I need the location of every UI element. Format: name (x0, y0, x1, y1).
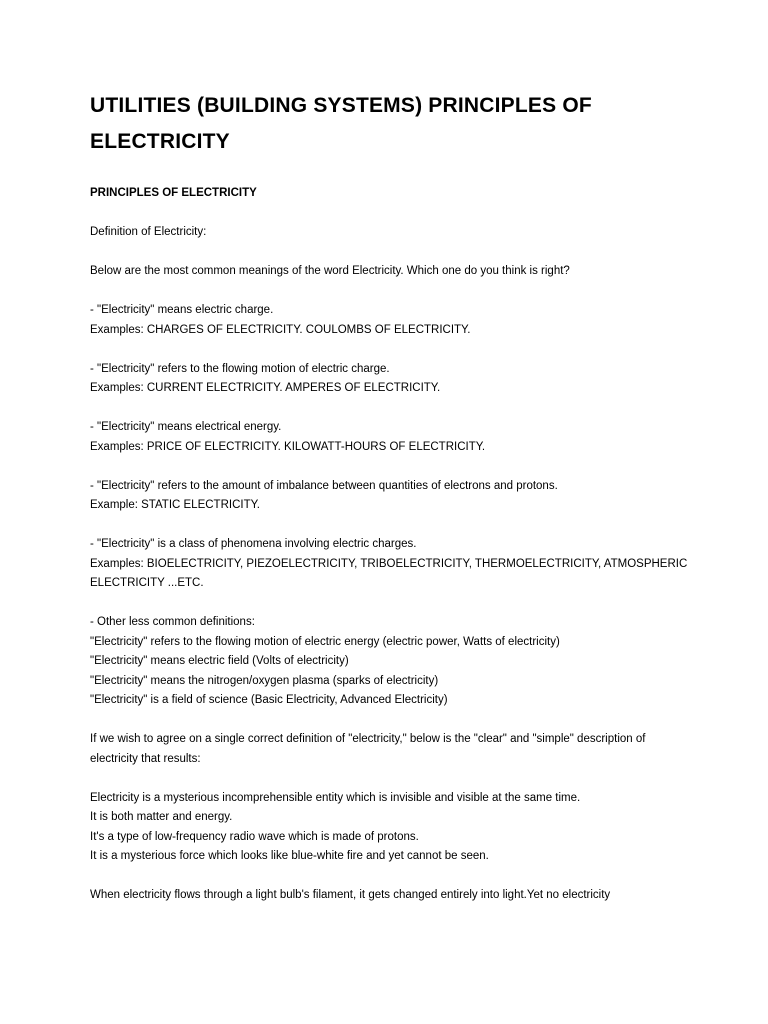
agree-text: If we wish to agree on a single correct definition of "electricity," below is the "clear" and "simple" description of electricity that results: (90, 733, 646, 765)
meaning-text: - "Electricity" is a class of phenomena involving electric charges. (90, 538, 417, 550)
other-definition-item: "Electricity" is a field of science (Basic Electricity, Advanced Electricity) (90, 694, 448, 706)
intro-paragraph (90, 262, 690, 282)
document-subtitle: PRINCIPLES OF ELECTRICITY (90, 187, 257, 199)
meaning-example: Examples: BIOELECTRICITY, PIEZOELECTRICITY, TRIBOELECTRICITY, THERMOELECTRICITY, ATMOSPHERIC ELECTRICITY ...ETC. (90, 557, 688, 589)
intro-text: Below are the most common meanings of the word Electricity. Which one do you think is right? (90, 265, 570, 277)
meaning-block-4 (90, 477, 690, 516)
meaning-block-3 (90, 418, 690, 457)
definition-heading: Definition of Electricity: (90, 226, 207, 238)
description-line: It's a type of low-frequency radio wave which is made of protons. (90, 830, 419, 843)
description-line: It is a mysterious force which looks like blue-white fire and yet cannot be seen. (90, 850, 489, 862)
meaning-text: - "Electricity" means electrical energy. (90, 421, 282, 433)
agree-paragraph (90, 730, 690, 769)
other-definition-item: "Electricity" means electric field (Volts of electricity) (90, 655, 349, 667)
closing-paragraph (90, 886, 690, 906)
document-title: UTILITIES (BUILDING SYSTEMS) PRINCIPLES OF ELECTRICITY (90, 94, 592, 153)
description-line: Electricity is a mysterious incomprehensible entity which is invisible and visible at the same time. (90, 791, 581, 804)
meaning-text: - "Electricity" refers to the amount of imbalance between quantities of electrons and protons. (90, 479, 558, 492)
other-definition-item: "Electricity" refers to the flowing motion of electric energy (electric power, Watts of electricity) (90, 635, 560, 648)
meaning-block-2 (90, 360, 690, 399)
document-body (90, 88, 690, 925)
closing-line: When electricity flows through a light bulb's filament, it gets changed entirely into light.Yet no electricity (90, 889, 611, 901)
meaning-example: Examples: CHARGES OF ELECTRICITY. COULOMBS OF ELECTRICITY. (90, 323, 471, 336)
meaning-text: - "Electricity" refers to the flowing motion of electric charge. (90, 362, 390, 375)
other-definition-item: "Electricity" means the nitrogen/oxygen plasma (sparks of electricity) (90, 674, 439, 687)
meaning-block-5 (90, 535, 690, 594)
other-definitions-heading: - Other less common definitions: (90, 616, 255, 628)
description-line: It is both matter and energy. (90, 811, 233, 823)
meaning-example: Example: STATIC ELECTRICITY. (90, 499, 260, 511)
meaning-block-1 (90, 301, 690, 340)
meaning-text: - "Electricity" means electric charge. (90, 304, 274, 316)
description-block (90, 789, 690, 867)
other-definitions-block (90, 613, 690, 711)
meaning-example: Examples: CURRENT ELECTRICITY. AMPERES OF ELECTRICITY. (90, 382, 441, 394)
meaning-example: Examples: PRICE OF ELECTRICITY. KILOWATT-HOURS OF ELECTRICITY. (90, 440, 486, 453)
